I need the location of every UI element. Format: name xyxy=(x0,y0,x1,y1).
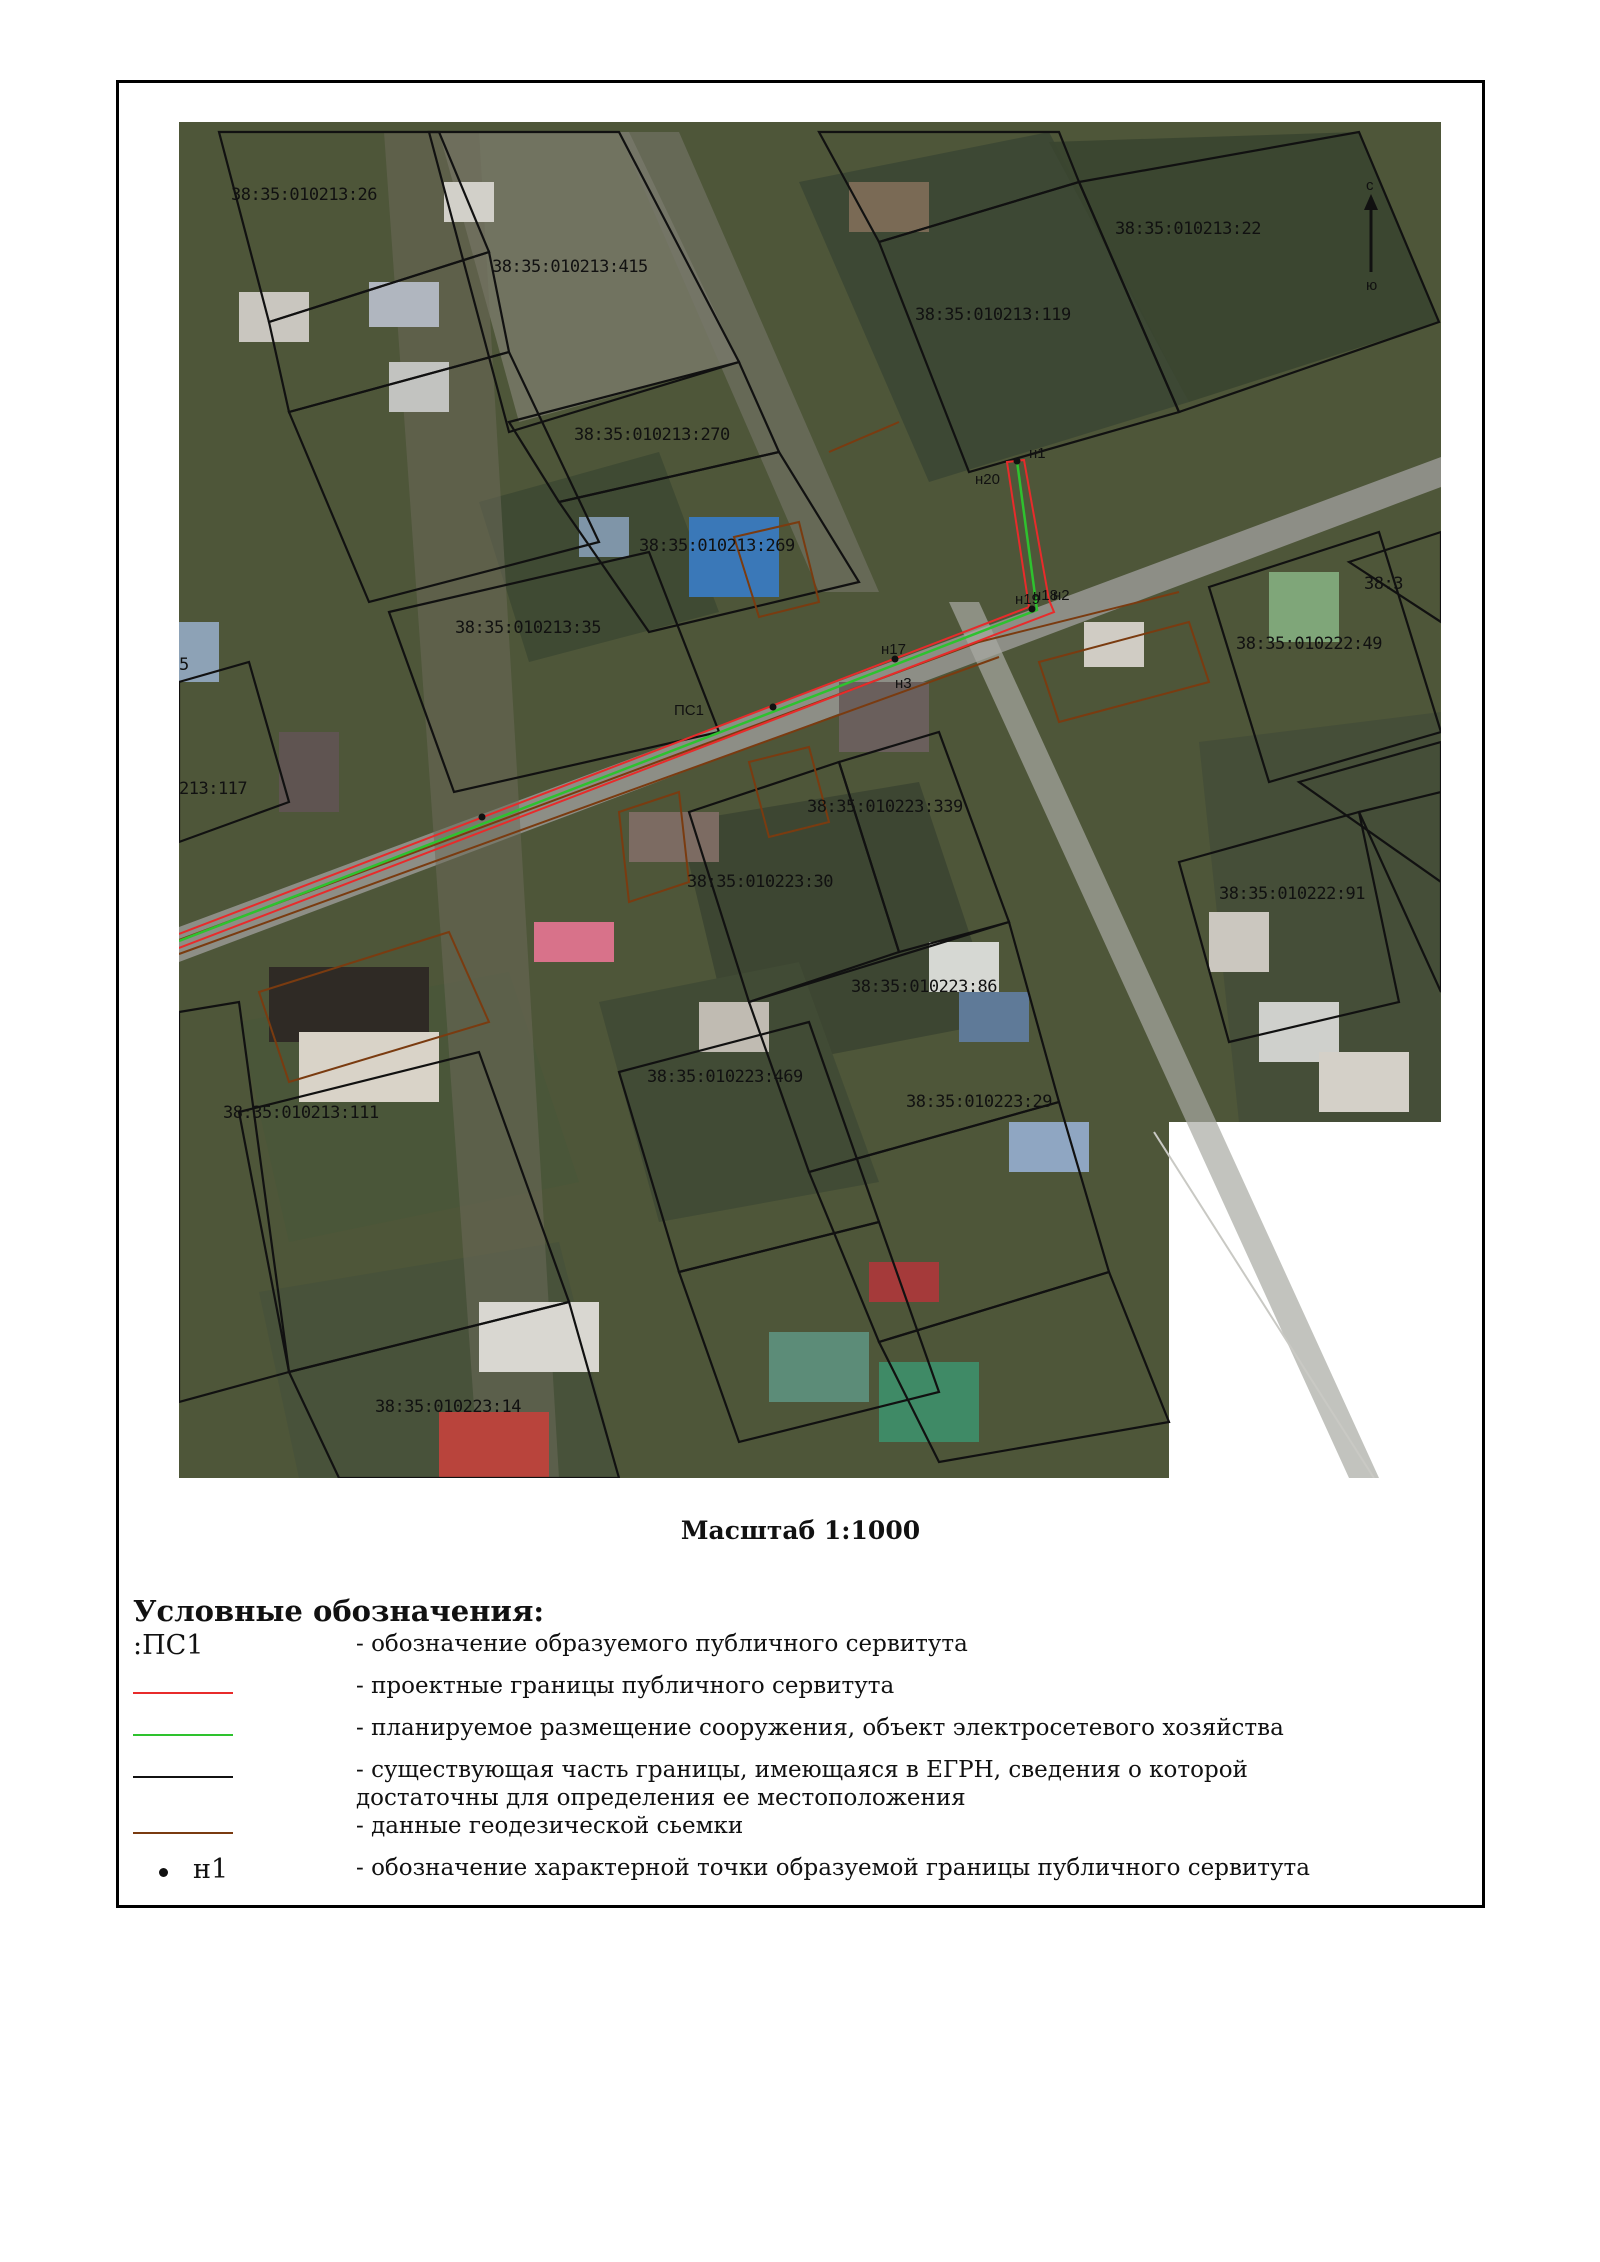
point-label-n20: н20 xyxy=(975,471,1000,488)
red-line-symbol xyxy=(133,1692,233,1694)
parcel-label: 5 xyxy=(179,655,189,675)
parcel-label: 38:35:010213:415 xyxy=(492,257,648,277)
scale-caption: Масштаб 1:1000 xyxy=(680,1516,921,1545)
parcel-label: 38:35:010213:270 xyxy=(574,425,730,445)
legend-symbol xyxy=(133,1672,353,1714)
legend-code: :ПС1 xyxy=(133,1630,204,1661)
parcel-label: 38:35:010223:30 xyxy=(687,872,834,892)
legend-symbol xyxy=(133,1630,353,1672)
parcel-label: 38:35:010223:29 xyxy=(906,1092,1053,1112)
black-line-symbol xyxy=(133,1776,233,1778)
legend-text: - проектные границы публичного сервитута xyxy=(356,1673,895,1699)
map-blank-area xyxy=(1169,1122,1441,1478)
legend-text-cont: достаточны для определения ее местоположения xyxy=(356,1785,966,1811)
point-label-n1: н1 xyxy=(1029,445,1046,462)
legend-row xyxy=(133,1812,1473,1854)
servitude-label: ПС1 xyxy=(674,702,704,719)
legend xyxy=(133,1594,1473,1896)
legend-text: - существующая часть границы, имеющаяся в ЕГРН, сведения о которой xyxy=(356,1757,1248,1783)
parcel-label: 38:35:010213:119 xyxy=(915,305,1071,325)
point-label-n3: н3 xyxy=(895,675,912,692)
parcel-label: 38:35:010213:35 xyxy=(455,618,602,638)
parcel-label: 38:35:010223:339 xyxy=(807,797,963,817)
legend-symbol xyxy=(133,1854,353,1896)
legend-symbol xyxy=(133,1812,353,1854)
legend-symbol xyxy=(133,1714,353,1756)
parcel-label: 213:117 xyxy=(179,779,248,799)
legend-row xyxy=(133,1672,1473,1714)
legend-text: - данные геодезической сьемки xyxy=(356,1813,744,1839)
legend-symbol xyxy=(133,1756,353,1798)
legend-row xyxy=(133,1714,1473,1756)
parcel-label: 38:35:010223:469 xyxy=(647,1067,803,1087)
parcel-label: 38:3 xyxy=(1364,574,1403,594)
parcel-label: 38:35:010213:269 xyxy=(639,536,795,556)
parcel-label: 38:35:010213:22 xyxy=(1115,219,1262,239)
aerial-map xyxy=(179,122,1441,1478)
legend-row xyxy=(133,1630,1473,1672)
map-canvas xyxy=(179,122,1441,1478)
point-dot-icon xyxy=(159,1868,168,1877)
parcel-label: 38:35:010213:111 xyxy=(223,1103,379,1123)
point-label-n18: н18 xyxy=(1033,587,1058,604)
point-label-n17: н17 xyxy=(881,641,906,658)
parcel-label: 38:35:010223:14 xyxy=(375,1397,522,1417)
legend-text: - обозначение характерной точки образуемой границы публичного сервитута xyxy=(356,1855,1310,1881)
south-label: ю xyxy=(1366,277,1378,294)
legend-title: Условные обозначения: xyxy=(133,1594,545,1628)
legend-point-code: н1 xyxy=(193,1854,229,1885)
brown-line-symbol xyxy=(133,1832,233,1834)
parcel-label: 38:35:010213:26 xyxy=(231,185,378,205)
point-label-n2: н2 xyxy=(1053,587,1070,604)
legend-text: - планируемое размещение сооружения, объект электросетевого хозяйства xyxy=(356,1715,1284,1741)
north-label: с xyxy=(1366,177,1374,194)
point-label-n19: н19 xyxy=(1015,591,1040,608)
parcel-label: 38:35:010222:91 xyxy=(1219,884,1366,904)
map-sheet-frame xyxy=(116,80,1485,1908)
parcel-label: 38:35:010222:49 xyxy=(1236,634,1383,654)
green-line-symbol xyxy=(133,1734,233,1736)
legend-text: - обозначение образуемого публичного сервитута xyxy=(356,1631,968,1657)
parcel-label: 38:35:010223:86 xyxy=(851,977,998,997)
legend-row xyxy=(133,1854,1473,1896)
